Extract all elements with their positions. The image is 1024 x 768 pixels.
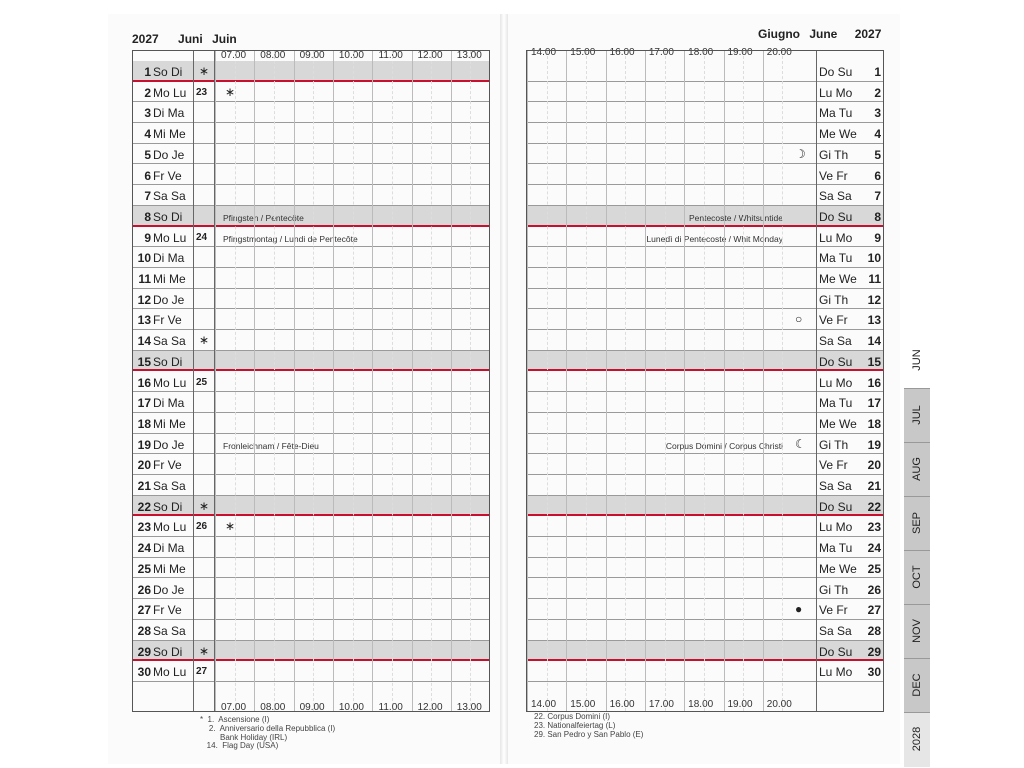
day-name: Lu Mo [819,85,853,100]
day-row[interactable] [527,165,883,186]
day-number: 4 [144,127,151,142]
month-tab[interactable] [904,550,930,605]
day-row[interactable] [133,516,489,537]
time-label: 08.00 [260,702,286,713]
moon-phase-icon: ● [795,602,803,617]
left-footnotes: * 1. Ascensione (I) 2. Anniversario della Repubblica (I) Bank Holiday (IRL) 14. Flag Day (USA) [200,715,336,751]
day-row[interactable] [133,620,489,641]
moon-phase-icon: ☽ [795,146,806,161]
month-tab-label: DEC [911,673,923,697]
time-label: 11.00 [378,702,403,713]
day-name: Gi Th [819,147,849,162]
day-row[interactable] [133,661,489,682]
day-number: 23 [137,520,151,535]
day-number: 12 [867,292,881,307]
day-name: Mo Lu [153,230,187,245]
holiday-asterisk: ∗ [199,498,210,513]
day-number: 17 [867,396,881,411]
day-name: Mo Lu [153,520,187,535]
day-number: 24 [867,541,881,556]
week-number: 24 [196,231,208,243]
day-row[interactable] [527,206,883,227]
right-time-footer [524,699,800,709]
day-row[interactable] [133,289,489,310]
day-number: 6 [144,168,151,183]
day-row[interactable] [527,309,883,330]
half-hour-line [313,51,314,711]
day-name: So Di [153,354,183,369]
day-number: 24 [137,541,151,556]
day-row[interactable] [527,475,883,496]
hour-line [215,51,216,711]
day-row[interactable] [133,144,489,165]
time-label: 07.00 [220,50,247,61]
day-number: 9 [874,230,881,245]
time-label: 18.00 [688,47,714,58]
right-year: 2027 [854,27,882,41]
time-label: 19.00 [727,699,753,710]
holiday-asterisk: ∗ [199,643,210,658]
day-row[interactable] [133,247,489,268]
day-number: 22 [867,499,881,514]
hour-line [372,51,373,711]
day-name: Di Ma [153,541,185,556]
day-row[interactable] [133,227,489,248]
time-label: 14.00 [530,699,557,710]
left-time-footer [214,702,490,712]
day-number: 8 [874,209,881,224]
right-footnotes: 22. Corpus Domini (I) 23. Nationalfeiertag (L) 29. San Pedro y San Pablo (E) [534,712,644,739]
day-row[interactable] [133,434,489,455]
day-name: Sa Sa [819,189,852,204]
day-number: 16 [137,375,151,390]
day-name: Fr Ve [153,603,182,618]
day-name: Ma Tu [819,106,853,121]
day-row[interactable] [527,434,883,455]
right-month-it: Giugno [758,27,800,41]
day-name: Fr Ve [153,458,182,473]
week-number: 26 [196,521,208,533]
day-number: 13 [137,313,151,328]
day-name: Do Su [819,644,853,659]
time-label: 14.00 [530,47,557,58]
day-number: 6 [874,168,881,183]
day-number: 11 [868,272,881,286]
day-name: Do Je [153,437,185,452]
day-number: 10 [867,251,881,266]
day-name: Do Je [153,292,185,307]
day-row[interactable] [133,537,489,558]
half-hour-line [353,51,354,711]
day-row[interactable] [527,330,883,351]
day-row[interactable] [527,102,883,123]
half-hour-line [392,51,393,711]
month-tab-label: OCT [911,565,923,589]
hour-line [412,51,413,711]
hour-line [645,51,646,711]
day-number: 8 [144,209,151,224]
day-row[interactable] [133,454,489,475]
day-row[interactable] [527,599,883,620]
day-number: 5 [874,147,881,162]
holiday-note: Lunedì di Pentecoste / Whit Monday [646,233,783,244]
holiday-note: Pfingsten / Pentecôte [223,212,304,223]
day-row[interactable] [133,475,489,496]
day-number: 26 [867,582,881,597]
day-number: 12 [137,292,151,307]
day-number: 11 [138,272,151,286]
time-label: 16.00 [609,699,635,710]
month-tabs [900,14,930,764]
month-tab-label: 2028 [911,726,923,752]
day-name: Do Su [819,65,853,79]
day-number: 7 [874,189,881,204]
day-number: 29 [137,644,151,659]
half-hour-line [431,51,432,711]
time-label: 12.00 [417,702,443,713]
day-number: 10 [137,251,151,266]
day-row[interactable] [527,123,883,144]
left-month-fr: Juin [212,32,237,46]
left-month-de: Juni [178,32,203,46]
grid-divider [816,51,817,711]
day-name: Lu Mo [819,520,853,535]
time-label: 11.00 [378,50,403,61]
day-name: Mi Me [153,127,186,142]
half-hour-line [782,51,783,711]
day-name: Me We [819,561,857,576]
day-row[interactable] [133,413,489,434]
day-name: Me We [819,127,857,142]
time-label: 13.00 [456,50,482,61]
month-tab[interactable] [904,658,930,713]
hour-line [527,51,528,711]
half-hour-line [586,51,587,711]
day-name: Do Je [153,582,185,597]
day-name: Di Ma [153,251,185,266]
day-name: Gi Th [819,437,849,452]
day-row[interactable] [133,206,489,227]
day-row[interactable] [133,599,489,620]
day-number: 27 [137,603,151,618]
month-tab-label: AUG [911,457,923,481]
day-name: Ve Fr [819,458,848,473]
hour-line [566,51,567,711]
day-row[interactable] [527,537,883,558]
day-row[interactable] [133,61,489,82]
moon-phase-icon: ○ [795,312,803,327]
day-name: Mi Me [153,561,186,576]
right-day-grid [526,50,884,712]
day-name: Di Ma [153,106,185,121]
time-label: 15.00 [570,47,596,58]
day-number: 2 [144,85,151,100]
day-number: 14 [867,334,881,349]
holiday-note: Fronleichnam / Fête-Dieu [223,440,319,451]
month-tab-label: JUL [911,405,923,425]
week-number: 23 [196,86,208,98]
left-header [132,32,243,46]
time-label: 15.00 [570,699,596,710]
day-name: Mi Me [153,416,186,431]
day-name: Ma Tu [819,541,853,556]
day-name: So Di [153,65,183,79]
month-tab[interactable] [904,604,930,659]
day-number: 27 [867,603,881,618]
month-tab-label: NOV [911,619,923,643]
day-row[interactable] [133,392,489,413]
day-row[interactable] [133,579,489,600]
day-number: 19 [867,437,881,452]
hour-line [254,51,255,711]
day-row[interactable] [527,185,883,206]
day-row[interactable] [133,372,489,393]
time-label: 07.00 [220,702,247,713]
hour-line [724,51,725,711]
day-name: Do Su [819,209,853,224]
time-label: 09.00 [299,50,325,61]
time-label: 12.00 [417,50,443,61]
half-hour-line [235,51,236,711]
day-name: Sa Sa [819,623,852,638]
day-row[interactable] [527,289,883,310]
day-name: Sa Sa [153,623,186,638]
day-name: Mi Me [153,272,186,286]
month-tab[interactable] [904,496,930,551]
right-month-en: June [809,27,838,41]
day-row[interactable] [133,102,489,123]
day-number: 4 [874,127,881,142]
day-name: Do Su [819,354,853,369]
half-hour-line [625,51,626,711]
day-number: 17 [137,396,151,411]
day-name: Gi Th [819,292,849,307]
month-tab[interactable] [904,334,930,388]
time-label: 17.00 [648,47,674,58]
day-number: 3 [144,106,151,121]
day-row[interactable] [133,558,489,579]
day-row[interactable] [133,268,489,289]
day-number: 3 [874,106,881,121]
day-name: Do Je [153,147,185,162]
month-tab[interactable] [904,388,930,443]
week-number: 25 [196,376,208,388]
day-name: Fr Ve [153,313,182,328]
book-spine [500,14,508,764]
day-number: 15 [867,354,881,369]
day-name: Sa Sa [153,334,186,349]
holiday-asterisk: ∗ [199,333,210,348]
hour-line [684,51,685,711]
day-number: 14 [137,334,151,349]
day-row[interactable] [527,392,883,413]
day-name: So Di [153,499,183,514]
day-name: Mo Lu [153,665,187,680]
day-row[interactable] [527,558,883,579]
day-name: Ve Fr [819,168,848,183]
time-label: 10.00 [338,702,364,713]
day-name: Di Ma [153,396,185,411]
half-hour-line [704,51,705,711]
day-name: Me We [819,272,857,286]
day-row[interactable] [527,516,883,537]
time-label: 09.00 [299,702,325,713]
half-hour-line [470,51,471,711]
day-row[interactable] [527,268,883,289]
holiday-note: Pentecoste / Whitsuntide [688,212,783,223]
day-row[interactable] [527,372,883,393]
day-number: 18 [137,416,151,431]
day-row[interactable] [527,661,883,682]
day-name: Ve Fr [819,603,848,618]
half-hour-line [665,51,666,711]
day-row[interactable] [133,309,489,330]
day-number: 25 [867,561,881,576]
day-row[interactable] [527,247,883,268]
day-number: 18 [867,416,881,431]
holiday-asterisk: ∗ [199,64,210,78]
day-number: 15 [137,354,151,369]
day-name: Fr Ve [153,168,182,183]
month-tab[interactable] [904,442,930,497]
day-row[interactable] [527,579,883,600]
day-row[interactable] [527,620,883,641]
day-row[interactable] [527,496,883,517]
holiday-note: Pfingstmontag / Lundi de Pentecôte [223,233,358,244]
hour-line [333,51,334,711]
day-number: 21 [137,479,151,493]
day-name: Ve Fr [819,313,848,328]
time-label: 19.00 [727,47,753,58]
day-row[interactable] [133,82,489,103]
time-label: 17.00 [648,699,674,710]
day-name: Lu Mo [819,375,853,390]
day-number: 25 [137,561,151,576]
day-name: Lu Mo [819,230,853,245]
day-row[interactable] [133,185,489,206]
day-name: Lu Mo [819,665,853,680]
day-number: 30 [137,665,151,680]
hour-line [763,51,764,711]
holiday-asterisk: ∗ [225,519,236,534]
half-hour-line [547,51,548,711]
holiday-asterisk: ∗ [225,84,236,99]
time-label: 10.00 [338,50,364,61]
month-tab-label: JUN [911,349,923,371]
hour-line [606,51,607,711]
day-name: Sa Sa [153,479,186,493]
day-number: 28 [137,623,151,638]
month-tab-label: SEP [911,512,923,535]
time-label: 20.00 [766,699,792,710]
hour-line [451,51,452,711]
moon-phase-icon: ☾ [795,436,806,451]
day-name: Me We [819,416,857,431]
day-number: 19 [137,437,151,452]
day-row[interactable] [133,165,489,186]
day-name: So Di [153,209,183,224]
day-number: 1 [874,65,881,79]
day-row[interactable] [527,454,883,475]
day-row[interactable] [133,330,489,351]
day-number: 20 [137,458,151,473]
day-row[interactable] [527,413,883,434]
day-number: 13 [867,313,881,328]
day-number: 28 [867,623,881,638]
day-row[interactable] [527,144,883,165]
day-number: 9 [144,230,151,245]
day-name: Mo Lu [153,85,187,100]
hour-line [294,51,295,711]
right-header [758,27,887,41]
day-row[interactable] [133,496,489,517]
day-name: Sa Sa [153,189,186,204]
day-row[interactable] [527,227,883,248]
day-name: Do Su [819,499,853,514]
left-day-grid [132,50,490,712]
day-name: Mo Lu [153,375,187,390]
day-number: 5 [144,147,151,162]
grid-divider [193,51,194,711]
day-number: 7 [144,189,151,204]
day-number: 21 [867,479,881,493]
day-row[interactable] [527,61,883,82]
time-label: 16.00 [609,47,635,58]
day-row[interactable] [527,82,883,103]
time-label: 18.00 [688,699,714,710]
day-name: So Di [153,644,183,659]
day-number: 16 [867,375,881,390]
day-row[interactable] [527,351,883,372]
day-number: 30 [867,665,881,680]
week-number: 27 [196,666,208,678]
time-label: 13.00 [456,702,482,713]
day-number: 20 [867,458,881,473]
left-year: 2027 [132,32,159,46]
day-name: Gi Th [819,582,849,597]
holiday-note: Corpus Domini / Corpus Christi [665,440,783,451]
day-row[interactable] [133,351,489,372]
day-name: Sa Sa [819,479,852,493]
day-number: 1 [144,65,151,79]
time-label: 08.00 [260,50,286,61]
day-name: Ma Tu [819,396,853,411]
half-hour-line [274,51,275,711]
time-label: 20.00 [766,47,792,58]
day-row[interactable] [133,123,489,144]
day-row[interactable] [527,641,883,662]
day-row[interactable] [133,641,489,662]
month-tab[interactable] [904,712,930,767]
half-hour-line [743,51,744,711]
day-number: 2 [874,85,881,100]
day-number: 23 [867,520,881,535]
day-number: 29 [867,644,881,659]
day-name: Sa Sa [819,334,852,349]
day-name: Ma Tu [819,251,853,266]
day-number: 26 [137,582,151,597]
day-number: 22 [137,499,151,514]
